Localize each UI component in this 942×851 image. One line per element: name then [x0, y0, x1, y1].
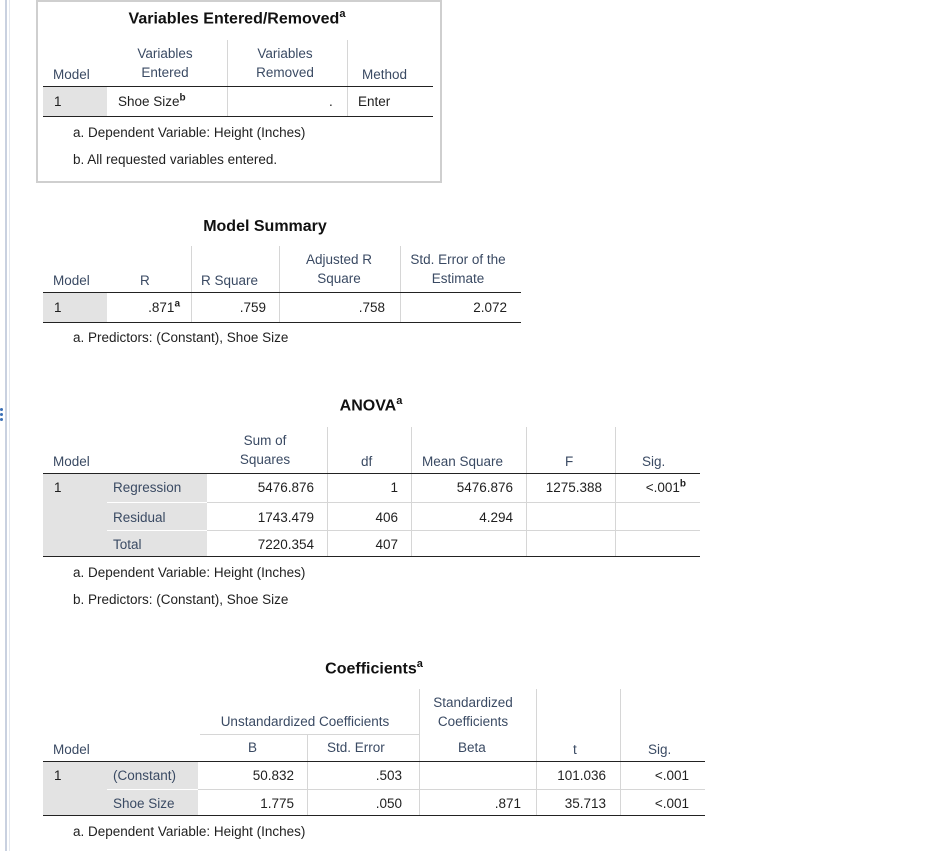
cell-df: 406: [375, 510, 398, 525]
anova-title: ANOVA$^a$: [339, 395, 403, 415]
col-header-unstandardized-coefficients: Unstandardized Coefficients: [220, 714, 390, 729]
cell-model: 1: [54, 768, 62, 783]
col-header-sig: Sig.: [642, 454, 666, 469]
col-header-model: Model: [53, 454, 90, 469]
row-label-shoe-size: Shoe Size: [113, 796, 175, 811]
col-header-sum-of-squares: Sum of Squares: [239, 433, 291, 467]
footnote-b: b. All requested variables entered.: [73, 152, 278, 167]
footnote-a: a. Dependent Variable: Height (Inches): [73, 824, 306, 839]
cell-f: 1275.388: [545, 480, 602, 495]
cell-sig: <.001: [654, 796, 689, 811]
cell-t: 35.713: [564, 796, 606, 811]
cell-method: Enter: [358, 94, 391, 109]
cell-sig: <.001$^b$: [645, 478, 686, 495]
cell-sig: <.001: [654, 768, 689, 783]
cell-df: 407: [375, 537, 398, 552]
cell-ss: 1743.479: [257, 510, 314, 525]
row-label-regression: Regression: [113, 480, 182, 495]
row-label-total: Total: [113, 537, 142, 552]
col-header-b: B: [248, 740, 258, 755]
col-header-standardized-coefficients: Standardized Coefficients: [433, 695, 513, 729]
cell-model: 1: [54, 94, 62, 109]
cell-r: .871$^a$: [148, 298, 180, 315]
cell-std-error: 2.072: [473, 300, 507, 315]
col-header-beta: Beta: [458, 740, 486, 755]
col-header-f: F: [565, 454, 574, 469]
row-label-constant: (Constant): [113, 768, 177, 783]
col-header-sig: Sig.: [648, 742, 672, 757]
col-header-t: t: [573, 742, 577, 757]
col-header-adjusted-r-square: Adjusted R Square: [305, 252, 373, 286]
viewer-left-border-inner: [9, 0, 10, 851]
col-header-r-square: R Square: [201, 273, 259, 288]
cell-t: 101.036: [557, 768, 606, 783]
cell-ms: 4.294: [479, 510, 513, 525]
col-header-df: df: [361, 454, 373, 469]
model-summary-title: Model Summary: [203, 218, 327, 235]
cell-ss: 5476.876: [257, 480, 314, 495]
cell-variables-removed: .: [329, 94, 333, 109]
pane-splitter-handle[interactable]: [0, 408, 4, 423]
vars-entered-title: Variables Entered/Removed$^a$: [128, 8, 346, 28]
cell-ms: 5476.876: [456, 480, 513, 495]
col-header-mean-square: Mean Square: [422, 454, 504, 469]
col-header-model: Model: [53, 742, 90, 757]
cell-adjusted-r-square: .758: [358, 300, 385, 315]
footnote-a: a. Dependent Variable: Height (Inches): [73, 125, 306, 140]
cell-std-error: .503: [375, 768, 402, 783]
cell-beta: .871: [494, 796, 521, 811]
col-header-variables-entered: Variables Entered: [137, 46, 193, 80]
row-label-model-1: [43, 293, 107, 322]
col-header-r: R: [140, 273, 150, 288]
cell-std-error: .050: [375, 796, 402, 811]
footnote-a: a. Predictors: (Constant), Shoe Size: [73, 330, 289, 345]
cell-b: 1.775: [260, 796, 294, 811]
col-header-std-error: Std. Error of the Estimate: [410, 252, 506, 286]
cell-b: 50.832: [252, 768, 294, 783]
col-header-model: Model: [53, 67, 90, 82]
row-label-residual: Residual: [113, 510, 166, 525]
col-header-variables-removed: Variables Removed: [256, 46, 314, 80]
row-label-model-1: [43, 87, 107, 116]
cell-df: 1: [390, 480, 398, 495]
coefficients-title: Coefficients$^a$: [325, 658, 423, 678]
viewer-left-border: [5, 0, 7, 851]
cell-model: 1: [54, 300, 62, 315]
footnote-a: a. Dependent Variable: Height (Inches): [73, 565, 306, 580]
cell-variables-entered: Shoe Size$^b$: [118, 92, 186, 109]
col-header-std-error: Std. Error: [327, 740, 385, 755]
cell-ss: 7220.354: [257, 537, 314, 552]
footnote-b: b. Predictors: (Constant), Shoe Size: [73, 592, 289, 607]
col-header-method: Method: [362, 67, 408, 82]
col-header-model: Model: [53, 273, 90, 288]
cell-r-square: .759: [239, 300, 266, 315]
cell-model: 1: [54, 480, 62, 495]
